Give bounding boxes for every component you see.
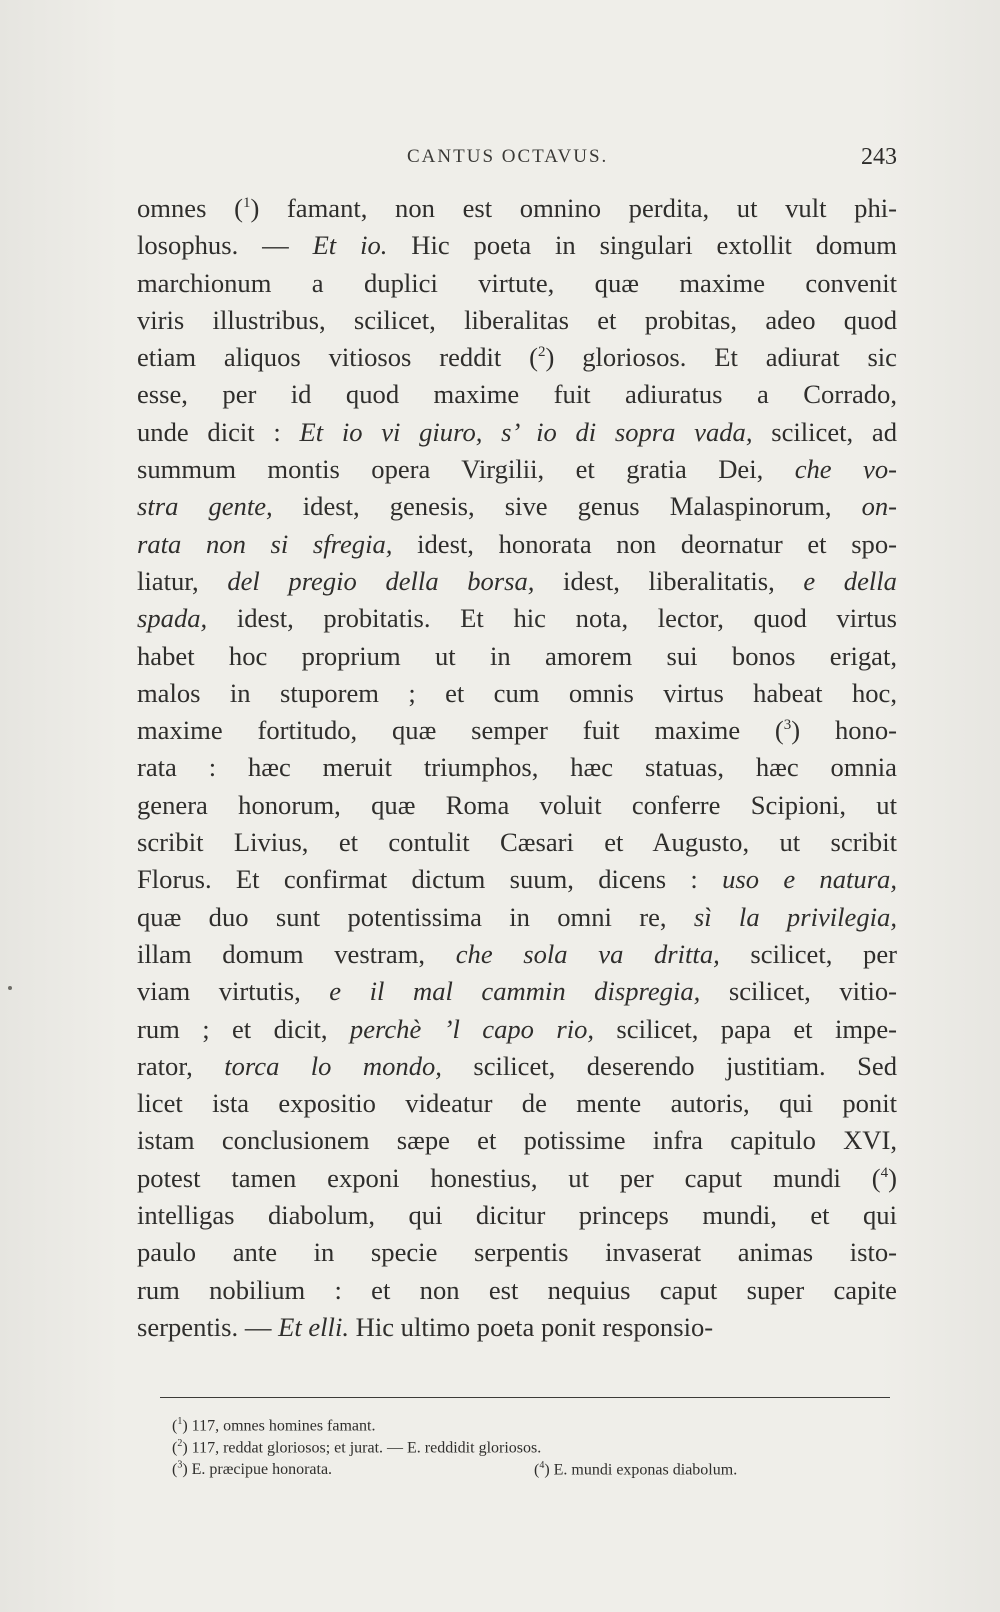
text-segment: licet ista expositio videatur de mente autoris, qui ponit [137,1088,897,1119]
text-segment: rum nobilium : et non est nequius caput super capite [137,1274,897,1305]
text-segment: paulo ante in specie serpentis invaserat animas isto- [137,1237,897,1268]
text-line [137,824,897,861]
text-segment: idest, probitatis. Et hic nota, lector, quod virtus [207,603,897,634]
text-line [137,675,897,712]
text-segment: rata : hæc meruit triumphos, hæc statuas, hæc omnia [137,752,897,783]
text-line [137,265,897,302]
footnote-1: ($^1$) 117, omnes homines famant. [172,1416,376,1435]
footnote-mark: 4 [539,1460,545,1471]
footnote-mark: 3 [177,1460,183,1471]
text-line [137,1234,897,1271]
italic-quote: on- [861,491,898,522]
italic-quote: uso e natura, [722,864,898,895]
footnote-rule [160,1397,890,1398]
text-segment: habet hoc proprium ut in amorem sui bonos erigat, [137,640,897,671]
footnote-text: E. præcipue honorata. [187,1461,333,1479]
footnote-3: ($^3$) E. præcipue honorata. [172,1460,333,1479]
text-segment: esse, per id quod maxime fuit adiuratus a Corrado, [137,379,897,410]
text-line [137,638,897,675]
footnote-text: 117, omnes homines famant. [187,1417,376,1435]
text-segment: ) hono- [791,715,897,746]
text-segment: illam domum vestram, [137,938,456,969]
text-segment: losophus. — [137,230,313,261]
footnote-text: E. mundi exponas diabolum. [549,1461,738,1479]
footnote-row-3-4 [172,1455,872,1477]
footnote-mark: 2 [177,1438,183,1449]
text-segment: scilicet, papa et impe- [594,1013,897,1044]
footnote-ref: 2 [538,344,546,361]
text-segment: scilicet, vitio- [700,976,897,1007]
page-number: 243 [861,144,897,170]
footnote-mark: 1 [177,1416,183,1427]
text-segment: ) [888,1162,897,1193]
running-title: CANTUS OCTAVUS. [407,146,609,167]
text-segment: Hic ultimo poeta ponit responsio- [348,1311,714,1342]
italic-quote: che sola va dritta, [455,938,720,969]
text-segment: etiam aliquos vitiosos reddit ( [137,342,538,373]
text-segment: rum ; et dicit, [137,1013,350,1044]
footnote-2: ($^2$) 117, reddat gloriosos; et jurat. — E. reddidit gloriosos. [172,1438,542,1457]
text-segment: intelligas diabolum, qui dicitur princeps mundi, et qui [137,1200,897,1231]
italic-quote: e della [803,565,897,596]
italic-quote: spada, [137,603,208,634]
footnote-ref: 3 [783,717,792,734]
italic-quote: sì la privilegia, [693,901,897,932]
page-header [137,146,897,176]
text-segment: scilicet, deserendo justitiam. Sed [441,1050,898,1081]
italic-quote: e il mal cammin dispregia, [329,976,701,1007]
text-line [137,1011,897,1048]
text-segment: marchionum a duplici virtute, quæ maxime convenit [137,267,897,298]
footnote-ref: 4 [880,1164,889,1181]
text-line [137,1309,897,1346]
text-segment: Florus. Et confirmat dictum suum, dicens : [137,864,723,895]
text-segment: malos in stuporem ; et cum omnis virtus habeat hoc, [137,677,897,708]
text-segment: idest, honorata non deornatur et spo- [392,528,897,559]
italic-quote: Et elli. [278,1311,349,1342]
text-line [137,488,897,525]
text-line [137,190,897,227]
italic-quote: che vo- [794,454,898,485]
text-line [137,936,897,973]
text-line [137,712,897,749]
text-segment: liatur, [137,565,228,596]
text-line [137,526,897,563]
text-segment: viris illustribus, scilicet, liberalitas et probitas, adeo quod [137,304,897,335]
text-line [137,227,897,264]
text-line [137,563,897,600]
text-segment: potest tamen exponi honestius, ut per caput mundi ( [137,1162,881,1193]
text-segment: quæ duo sunt potentissima in omni re, [137,901,694,932]
text-segment: unde dicit : [137,416,300,447]
text-segment: rator, [137,1050,225,1081]
italic-quote: rata non si sfregia, [137,528,393,559]
text-segment: scribit Livius, et contulit Cæsari et Augusto, ut scribit [137,827,897,858]
text-line [137,1272,897,1309]
text-line [137,600,897,637]
footnote-text: 117, reddat gloriosos; et jurat. — E. reddidit gloriosos. [187,1439,542,1457]
text-segment: scilicet, per [719,938,898,969]
text-line [137,861,897,898]
text-line [137,451,897,488]
text-line [137,1122,897,1159]
italic-quote: Et io vi giuro, s’ io di sopra vada, [299,416,753,447]
italic-quote: Et io. [312,230,388,261]
text-line [137,973,897,1010]
footnotes [172,1411,872,1477]
text-segment: istam conclusionem sæpe et potissime infra capitulo XVI, [137,1125,897,1156]
text-line [137,302,897,339]
italic-quote: torca lo mondo, [224,1050,442,1081]
text-segment: ) gloriosos. Et adiurat sic [545,342,897,373]
text-line [137,376,897,413]
italic-quote: perchè ’l capo rio, [349,1013,595,1044]
text-line [137,414,897,451]
text-segment: scilicet, ad [752,416,897,447]
text-segment: serpentis. — [137,1311,279,1342]
text-segment: omnes ( [137,193,243,223]
text-segment: idest, genesis, sive genus Malaspinorum, [272,491,862,522]
text-segment: ) famant, non est omnino perdita, ut vult phi- [250,193,897,223]
text-segment: idest, liberalitatis, [534,565,804,596]
text-line [137,1085,897,1122]
text-line [137,339,897,376]
text-line [137,1160,897,1197]
text-segment: summum montis opera Virgilii, et gratia Dei, [137,454,795,485]
footnote-ref: 1 [242,195,251,212]
footnote-4: ($^4$) E. mundi exponas diabolum. [534,1460,738,1479]
text-line [137,749,897,786]
text-line [137,899,897,936]
body-text [137,190,897,1346]
paper-speck [8,986,12,990]
text-line [137,1048,897,1085]
text-segment: genera honorum, quæ Roma voluit conferre Scipioni, ut [137,789,897,820]
italic-quote: del pregio della borsa, [227,565,535,596]
text-segment: viam virtutis, [137,976,330,1007]
text-segment: maxime fortitudo, quæ semper fuit maxime ( [137,715,784,746]
italic-quote: stra gente, [137,491,273,522]
text-segment: Hic poeta in singulari extollit domum [387,230,897,261]
text-line [137,787,897,824]
text-line [137,1197,897,1234]
